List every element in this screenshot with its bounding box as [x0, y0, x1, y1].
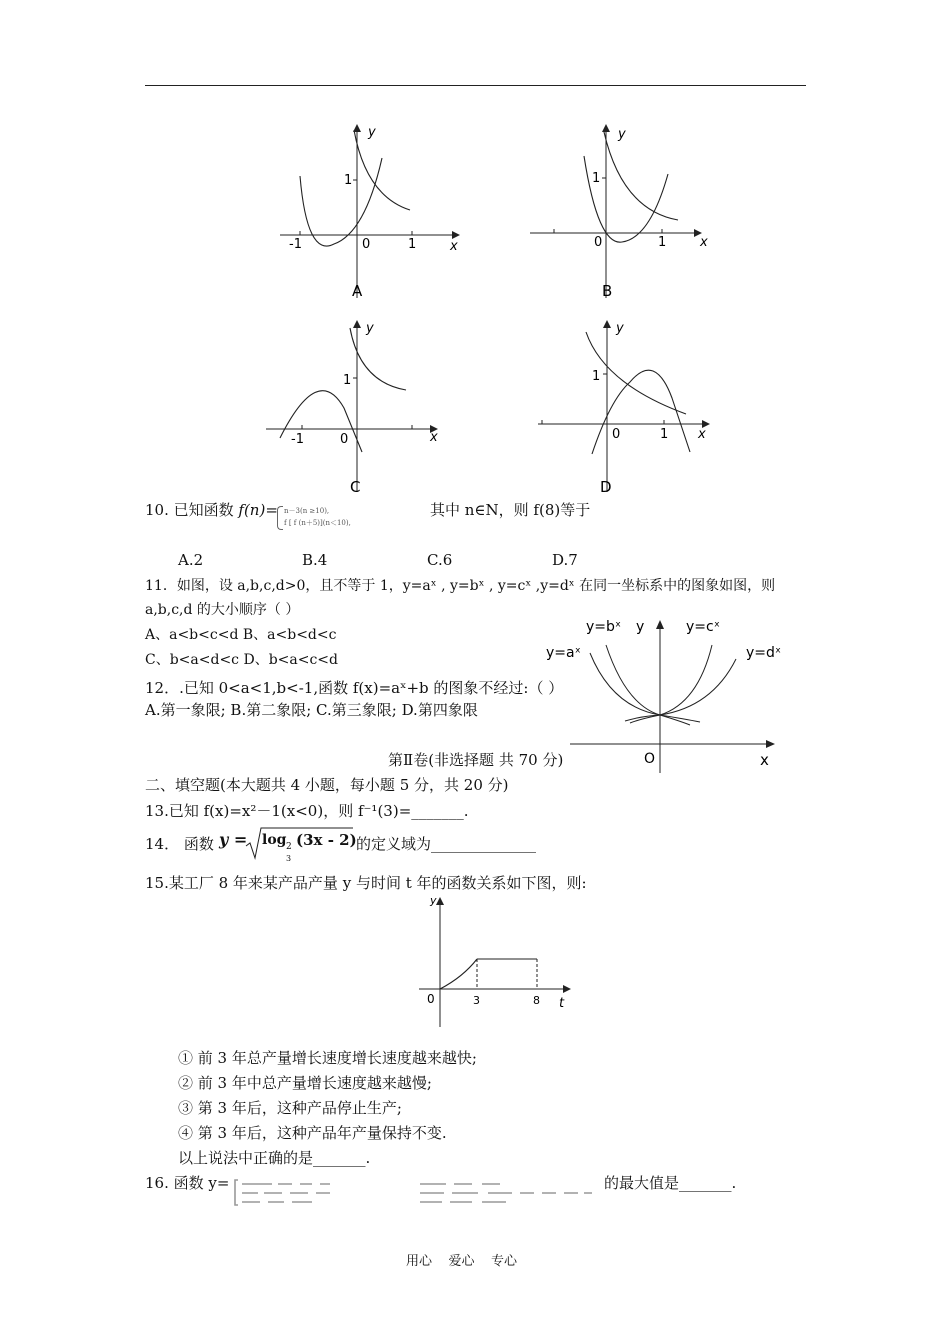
graph-b-y-label: y: [618, 127, 626, 142]
graph-d-tick-x-one: 1: [660, 427, 669, 442]
q15-axis-y: y: [430, 894, 437, 907]
q12-line-2: A.第一象限; B.第二象限; C.第三象限; D.第四象限: [145, 701, 478, 719]
q10-text-a: 10. 已知函数: [145, 501, 239, 519]
q10-text-b: 其中 n∈N，则 f(8)等于: [430, 501, 591, 519]
graph-a-tick-one: 1: [344, 173, 353, 188]
q11-line-1: 11．如图，设 a,b,c,d>0，且不等于 1，y=aˣ , y=bˣ , y=cˣ ,y=dˣ 在同一坐标系中的图象如图，则: [145, 578, 776, 594]
q10-function: f(n)=: [238, 501, 278, 519]
graph-d-y-label: y: [616, 321, 624, 336]
q15-statement-3: ③ 第 3 年后，这种产品停止生产;: [178, 1099, 402, 1117]
graph-c-x-label: x: [430, 430, 438, 445]
q11-exponential-graph: [540, 615, 790, 775]
graph-c-origin: 0: [340, 432, 349, 447]
graph-a-origin: 0: [362, 237, 371, 252]
graph-c-tick-neg-one: -1: [291, 432, 304, 447]
q10-option-a: A.2: [178, 551, 204, 569]
q15-statement-4: ④ 第 3 年后，这种产品年产量保持不变.: [178, 1124, 447, 1142]
q15-intro: 15.某工厂 8 年来某产品产量 y 与时间 t 年的函数关系如下图，则:: [145, 874, 587, 892]
q11-line-2: a,b,c,d 的大小顺序（ ）: [145, 602, 300, 618]
header-rule: [145, 85, 806, 86]
q15-tick-3: 3: [473, 994, 480, 1007]
graph-b-tick-one: 1: [592, 171, 601, 186]
q11-label-c: y=cˣ: [686, 619, 720, 635]
q11-origin: O: [644, 751, 656, 767]
q16-piecewise-garbled: [232, 1178, 602, 1208]
q11-label-b: y=bˣ: [586, 619, 622, 635]
q15-production-graph: [415, 893, 585, 1033]
graph-b-x-label: x: [700, 235, 708, 250]
graph-a-tick-neg-one: -1: [289, 237, 302, 252]
graph-c-tick-one: 1: [343, 373, 352, 388]
graph-d-tick-one: 1: [592, 369, 601, 384]
q14-prefix: 14． 函数: [145, 835, 214, 853]
q14-base-bottom: 3: [286, 854, 292, 863]
q10-option-b: B.4: [302, 551, 328, 569]
graph-c: [258, 312, 458, 502]
graph-b-origin: 0: [594, 235, 603, 250]
graph-a-tick-x-one: 1: [408, 237, 417, 252]
graph-a-x-label: x: [450, 239, 458, 254]
graph-b-tick-x-one: 1: [658, 235, 667, 250]
q11-options-ab: A、a<b<c<d B、a<b<d<c: [145, 627, 337, 643]
q11-options-cd: C、b<a<d<c D、b<a<c<d: [145, 652, 338, 668]
q10-piece-2: f [ f (n＋5)](n＜10),: [284, 519, 351, 527]
graph-c-caption: C: [350, 478, 361, 496]
q11-axis-x: x: [760, 751, 769, 769]
section-2-title: 第Ⅱ卷(非选择题 共 70 分): [388, 751, 564, 769]
q11-label-d: y=dˣ: [746, 645, 782, 661]
graph-d-caption: D: [600, 478, 612, 496]
q15-origin: 0: [427, 992, 435, 1006]
q10-line: [145, 500, 278, 520]
graph-c-y-label: y: [366, 321, 374, 336]
q14-argument: (3x - 2): [296, 831, 357, 849]
graph-b-caption: B: [602, 282, 613, 300]
q10-option-d: D.7: [552, 551, 578, 569]
graph-d-x-label: x: [698, 427, 706, 442]
q10-option-c: C.6: [427, 551, 453, 569]
q15-statement-2: ② 前 3 年中总产量增长速度越来越慢;: [178, 1074, 432, 1092]
q15-axis-t: t: [559, 996, 565, 1011]
q15-conclusion: 以上说法中正确的是_______.: [178, 1149, 371, 1167]
q11-label-a: y=aˣ: [546, 645, 581, 661]
q16-suffix: 的最大值是_______.: [604, 1174, 737, 1192]
fill-in-header: 二、填空题(本大题共 4 小题，每小题 5 分，共 20 分): [145, 776, 509, 794]
graph-a-y-label: y: [368, 125, 376, 140]
graph-a: [270, 118, 470, 308]
graph-d-origin: 0: [612, 427, 621, 442]
q10-piece-1: n－3(n ≥10),: [284, 507, 330, 515]
q15-tick-8: 8: [533, 994, 540, 1007]
q12-line-1: 12．.已知 0<a<1,b<-1,函数 f(x)=aˣ+b 的图象不经过:（ ）: [145, 679, 564, 697]
q13-text: 13.已知 f(x)=x²－1(x<0)，则 f⁻¹(3)=_______.: [145, 802, 469, 820]
q14-log: log: [262, 832, 287, 848]
q15-statement-1: ① 前 3 年总产量增长速度增长速度越来越快;: [178, 1049, 477, 1067]
graph-a-caption: A: [352, 282, 363, 300]
q14-base-top: 2: [286, 842, 292, 852]
q14-y: y =: [219, 830, 248, 849]
graph-b: [522, 118, 722, 308]
q14-suffix: 的定义域为______________: [356, 835, 537, 853]
graph-d: [530, 312, 730, 502]
q11-axis-y: y: [636, 619, 645, 635]
q16-prefix: 16. 函数 y=: [145, 1174, 230, 1192]
page-footer: 用心 爱心 专心: [406, 1254, 518, 1269]
